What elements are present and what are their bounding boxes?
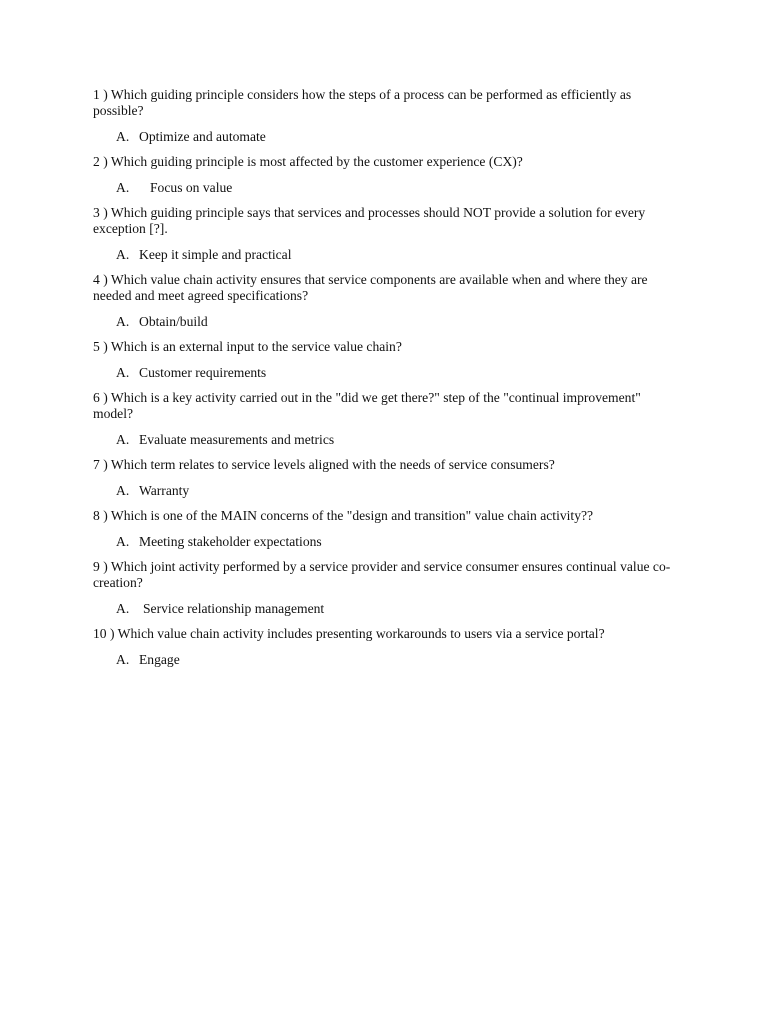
answer-text: Customer requirements: [139, 365, 267, 380]
question-text: 1 ) Which guiding principle considers how the steps of a process can be performed as efficiently as possible?: [93, 87, 632, 118]
answer-line: [93, 652, 680, 668]
answer-text: Service relationship management: [143, 601, 325, 616]
answer-line: [93, 534, 680, 550]
answer-line: [93, 180, 680, 196]
question-item: [93, 154, 680, 196]
question-text: 5 ) Which is an external input to the service value chain?: [93, 339, 402, 354]
answer-letter: A.: [116, 534, 130, 549]
question-text: 2 ) Which guiding principle is most affected by the customer experience (CX)?: [93, 154, 523, 169]
question-item: [93, 457, 680, 499]
answer-letter: A.: [116, 365, 130, 380]
question-text: 4 ) Which value chain activity ensures that service components are available when and where they are needed and meet agreed specifications?: [93, 272, 648, 303]
question-item: [93, 626, 680, 668]
answer-line: [93, 365, 680, 381]
answer-letter: A.: [116, 483, 130, 498]
question-item: [93, 272, 680, 330]
answer-text: Warranty: [139, 483, 190, 498]
question-item: [93, 205, 680, 263]
answer-text: Optimize and automate: [139, 129, 266, 144]
answer-line: [93, 601, 680, 617]
question-text: 9 ) Which joint activity performed by a service provider and service consumer ensures continual value co-creation?: [93, 559, 671, 590]
answer-letter: A.: [116, 432, 130, 447]
answer-letter: A.: [116, 601, 130, 616]
answer-text: Evaluate measurements and metrics: [139, 432, 335, 447]
question-text: 6 ) Which is a key activity carried out in the "did we get there?" step of the "continual improvement" model?: [93, 390, 641, 421]
question-item: [93, 508, 680, 550]
answer-text: Keep it simple and practical: [139, 247, 292, 262]
question-item: [93, 339, 680, 381]
answer-text: Meeting stakeholder expectations: [139, 534, 322, 549]
question-text: 8 ) Which is one of the MAIN concerns of the "design and transition" value chain activity??: [93, 508, 594, 523]
answer-text: Focus on value: [150, 180, 233, 195]
answer-text: Engage: [139, 652, 180, 667]
answer-line: [93, 129, 680, 145]
question-text: 7 ) Which term relates to service levels aligned with the needs of service consumers?: [93, 457, 555, 472]
question-item: [93, 559, 680, 617]
answer-line: [93, 314, 680, 330]
question-text: 3 ) Which guiding principle says that services and processes should NOT provide a solution for every exception [?].: [93, 205, 646, 236]
answer-letter: A.: [116, 314, 130, 329]
answer-line: [93, 247, 680, 263]
answer-letter: A.: [116, 652, 130, 667]
answer-letter: A.: [116, 247, 130, 262]
answer-letter: A.: [116, 129, 130, 144]
question-text: 10 ) Which value chain activity includes presenting workarounds to users via a service portal?: [93, 626, 605, 641]
question-item: [93, 390, 680, 448]
answer-line: [93, 432, 680, 448]
answer-line: [93, 483, 680, 499]
question-item: [93, 87, 680, 145]
answer-text: Obtain/build: [139, 314, 208, 329]
answer-letter: A.: [116, 180, 130, 195]
